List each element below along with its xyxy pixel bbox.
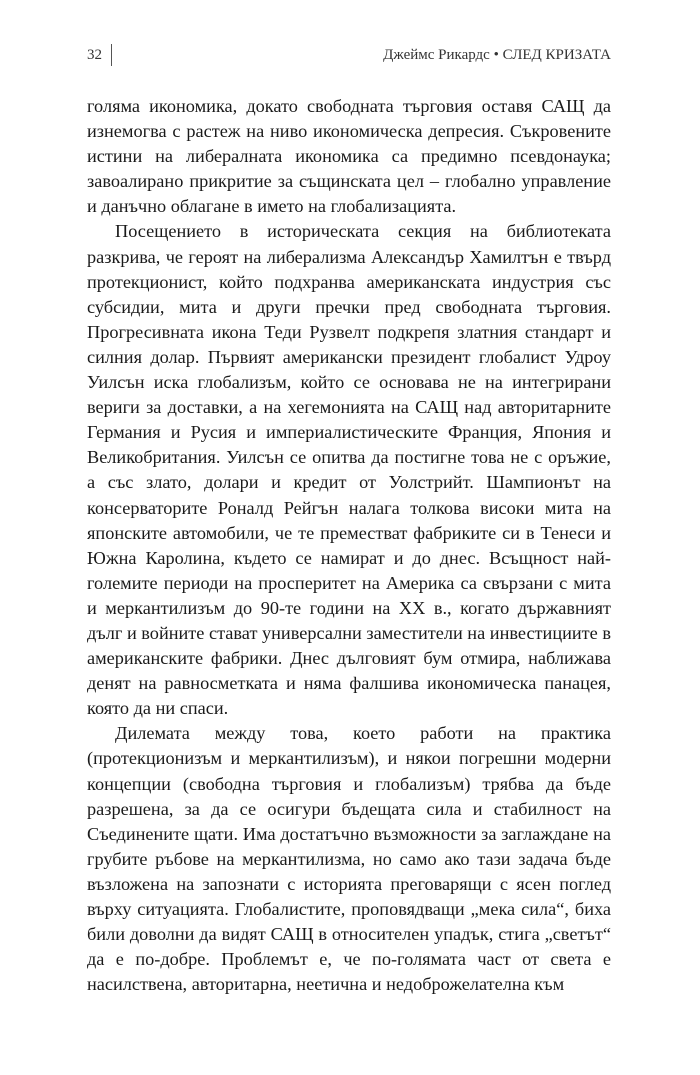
body-text xyxy=(87,94,611,997)
header-divider xyxy=(111,44,112,66)
page-number: 32 xyxy=(87,47,102,63)
paragraph-3: Дилемата между това, което работи на практика (протекционизъм и меркантилизъм), и някои погрешни модерни концепции (свободна търговия и глобализъм) трябва да бъде разрешена, за да се осигури бъдещата сила и стабилност на Съединените щати. Има достатъчно възможности за заглаждане на грубите ръбове на меркантилизма, но само ако тази задача бъде възложена на запознати с историята преговарящи с ясен поглед върху ситуацията. Глобалистите, проповядващи „мека сила“, биха били доволни да видят САЩ в относителен упадък, стига „светът“ да е по-добре. Проблемът е, че по-голямата част от света е насилствена, авторитарна, неетична и недоброжелателна към xyxy=(87,723,611,995)
paragraph-1: голяма икономика, докато свободната търговия оставя САЩ да изнемогва с растеж на ниво икономическа депресия. Съкровените истини на либералната икономика са предимно псевдонаука; завоалирано прикритие за същинската цел – глобално управление и данъчно облагане в името на глобализацията. xyxy=(87,96,611,217)
paragraph-2: Посещението в историческата секция на библиотеката разкрива, че героят на либерализма Александър Хамилтън е твърд протекционист, който подхранва американската индустрия със субсидии, мита и други пречки пред свободната търговия. Прогресивната икона Теди Рузвелт подкрепя златния стандарт и силния долар. Първият американски президент глобалист Удроу Уилсън иска глобализъм, който се основава не на интегрирани вериги за доставки, а на хегемонията на САЩ над авторитарните Германия и Русия и империалистическите Франция, Япония и Великобритания. Уилсън се опитва да постигне това не с оръжие, а със злато, долари и кредит от Уолстрийт. Шампионът на консерваторите Роналд Рейгън налага толкова високи мита на японските автомобили, че те преместват фабриките си в Тенеси и Южна Каролина, където се намират и до днес. Всъщност най-големите периоди на просперитет на Америка са свързани с мита и меркантилизъм до 90-те години на XX в., когато държавният дълг и войните стават универсални заместители на инвестициите в американските фабрики. Днес дълговият бум отмира, наближава денят на равносметката и няма фалшива икономическа панацея, която да ни спаси. xyxy=(87,221,611,719)
running-title: Джеймс Рикардс • СЛЕД КРИЗАТА xyxy=(383,47,611,63)
running-header xyxy=(87,44,611,68)
